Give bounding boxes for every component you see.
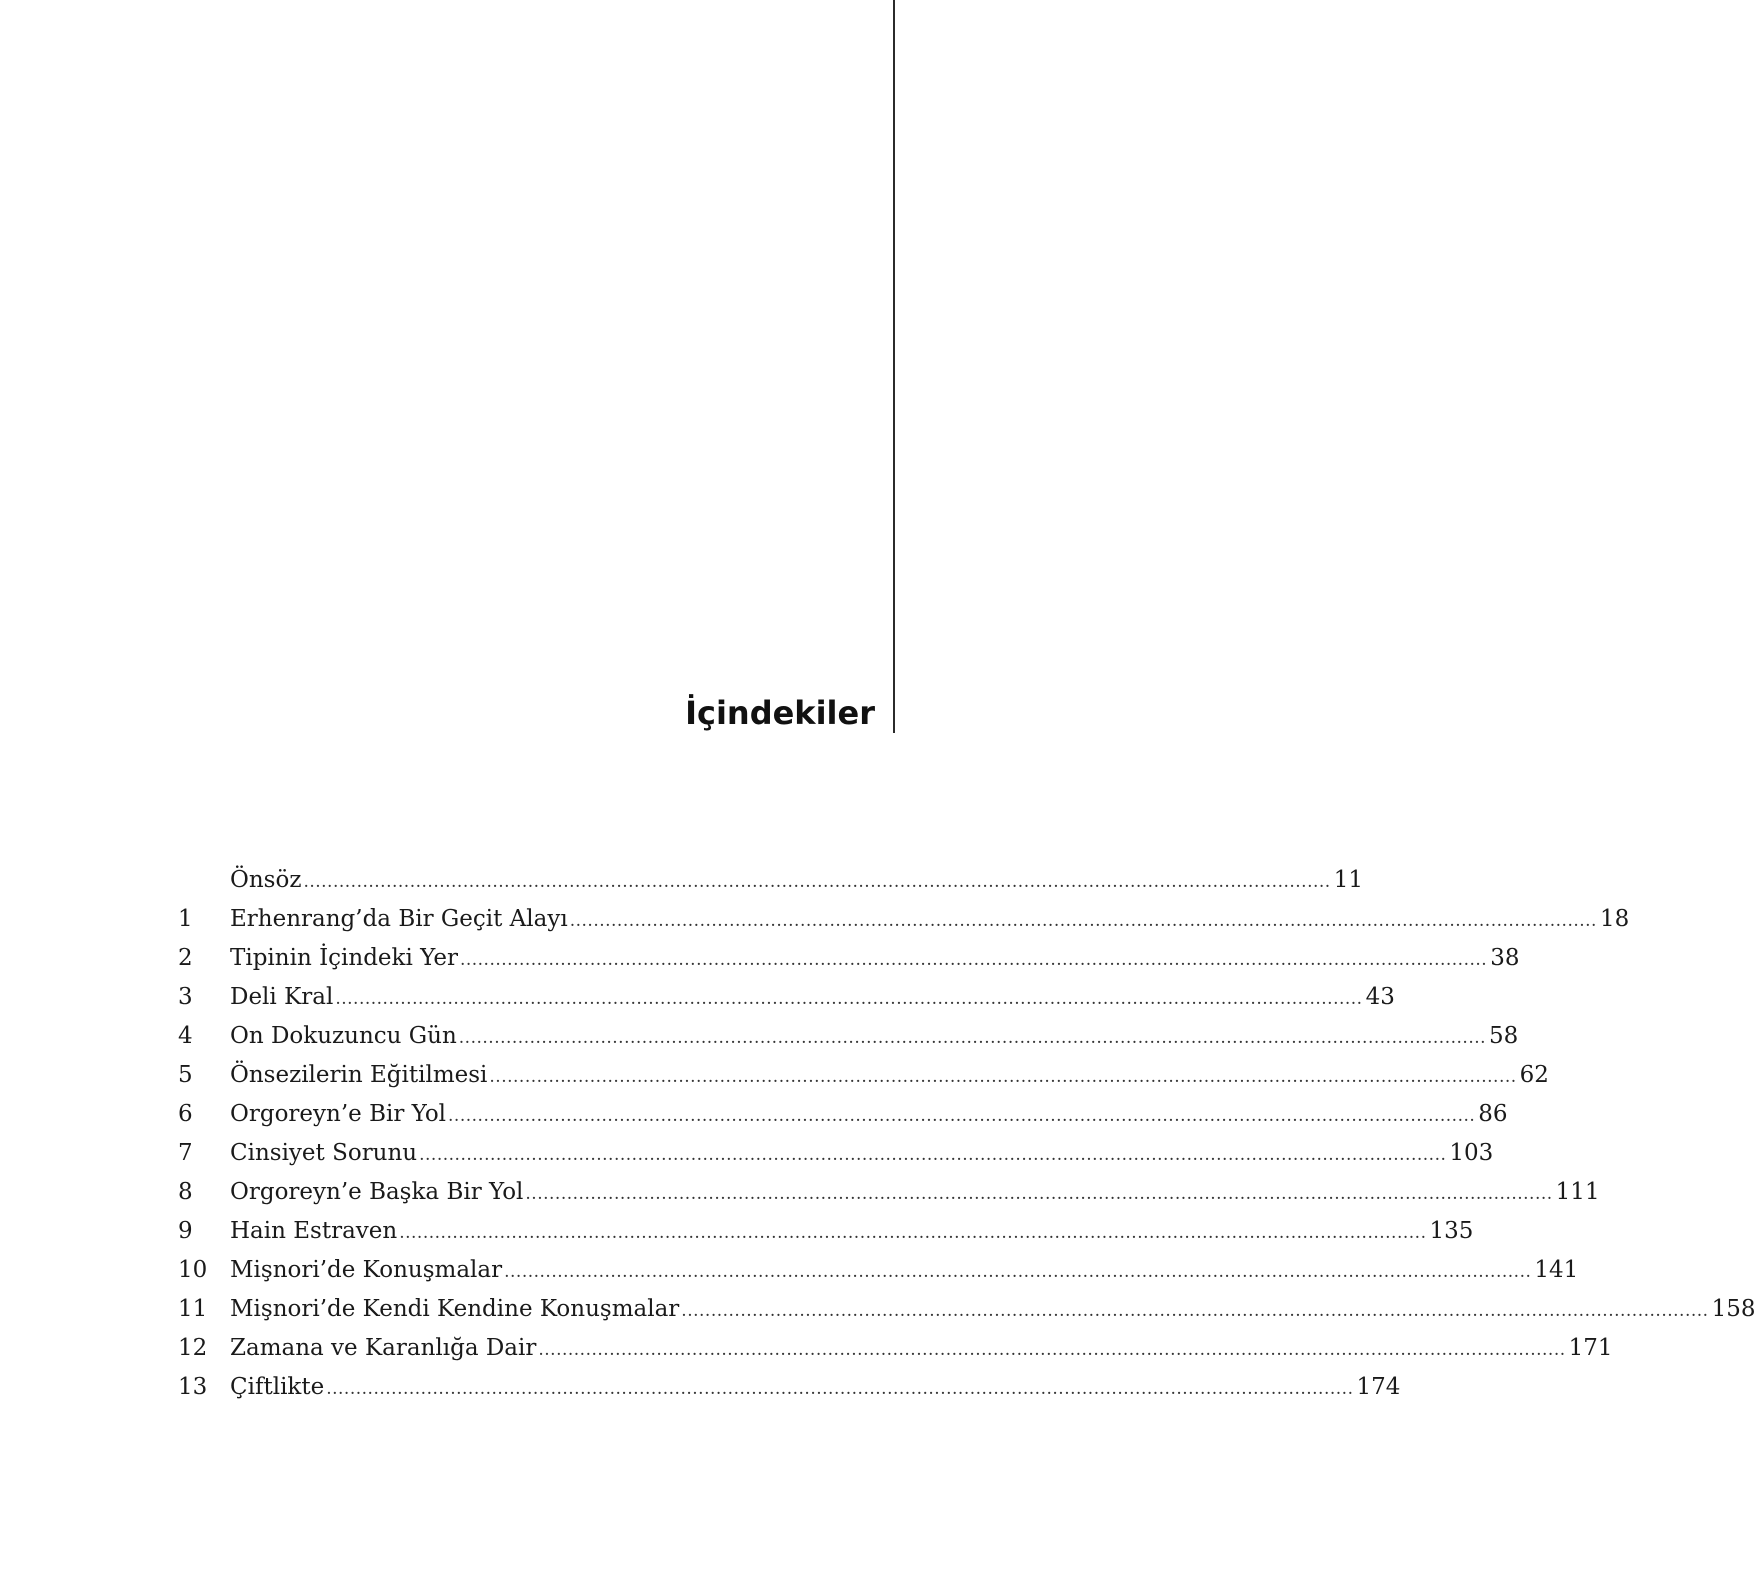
toc-entry-number: 2: [178, 945, 193, 971]
toc-entry-number: 1: [178, 906, 193, 932]
toc-entry-title: Önsezilerin Eğitilmesi: [230, 1062, 488, 1088]
toc-entry-title: Erhenrang’da Bir Geçit Alayı: [230, 906, 568, 932]
toc-entry-number: 6: [178, 1101, 193, 1127]
toc-entry-preface[interactable]: [178, 861, 1363, 900]
toc-dot-leader: ..............................................................................................................................................................................: [489, 1067, 1517, 1087]
toc-entry-page: 38: [1490, 945, 1520, 971]
toc-entry-number: 9: [178, 1218, 193, 1244]
toc-dot-leader: ..............................................................................................................................................................................: [525, 1184, 1553, 1204]
toc-entry-chapter-6[interactable]: [178, 1095, 1508, 1134]
toc-entry-page: 18: [1599, 906, 1630, 932]
toc-entry-page: 11: [1333, 867, 1363, 893]
toc-dot-leader: ..............................................................................................................................................................................: [538, 1340, 1566, 1360]
toc-entry-chapter-4[interactable]: [178, 1017, 1519, 1056]
toc-entry-number: 11: [178, 1296, 208, 1322]
toc-dot-leader: ..............................................................................................................................................................................: [459, 950, 1488, 970]
toc-entry-title: Mişnori’de Konuşmalar: [230, 1257, 503, 1283]
toc-entry-chapter-9[interactable]: [178, 1212, 1474, 1251]
toc-entry-page: 141: [1534, 1257, 1579, 1283]
toc-dot-leader: ..............................................................................................................................................................................: [504, 1262, 1532, 1282]
toc-entry-page: 171: [1568, 1335, 1613, 1361]
toc-entry-title: Önsöz: [230, 867, 302, 893]
toc-entry-number: 10: [178, 1257, 208, 1283]
toc-entry-chapter-2[interactable]: [178, 939, 1520, 978]
toc-entry-title: Orgoreyn’e Bir Yol: [230, 1101, 447, 1127]
toc-entry-page: 62: [1519, 1062, 1549, 1088]
toc-entry-title: Çiftlikte: [230, 1374, 325, 1400]
toc-entry-chapter-13[interactable]: [178, 1368, 1401, 1407]
toc-entry-title: Tipinin İçindeki Yer: [230, 945, 458, 971]
toc-entry-number: 12: [178, 1335, 208, 1361]
toc-dot-leader: ..............................................................................................................................................................................: [326, 1379, 1354, 1399]
toc-entry-title: On Dokuzuncu Gün: [230, 1023, 457, 1049]
toc-dot-leader: ..............................................................................................................................................................................: [303, 872, 1331, 892]
toc-entry-title: Zamana ve Karanlığa Dair: [230, 1335, 537, 1361]
toc-entry-number: 8: [178, 1179, 193, 1205]
toc-entry-title: Cinsiyet Sorunu: [230, 1140, 418, 1166]
toc-dot-leader: ..............................................................................................................................................................................: [681, 1301, 1709, 1321]
toc-entry-page: 58: [1489, 1023, 1519, 1049]
toc-entry-page: 158: [1711, 1296, 1755, 1322]
toc-entry-page: 174: [1356, 1374, 1401, 1400]
toc-dot-leader: ..............................................................................................................................................................................: [448, 1106, 1476, 1126]
toc-entry-chapter-10[interactable]: [178, 1251, 1579, 1290]
toc-entry-chapter-12[interactable]: [178, 1329, 1613, 1368]
toc-entry-title: Deli Kral: [230, 984, 334, 1010]
page-title: İçindekiler: [685, 694, 875, 732]
table-of-contents: [178, 861, 1755, 1407]
toc-dot-leader: ..............................................................................................................................................................................: [569, 911, 1597, 931]
toc-entry-title: Mişnori’de Kendi Kendine Konuşmalar: [230, 1296, 680, 1322]
toc-dot-leader: ..............................................................................................................................................................................: [399, 1223, 1427, 1243]
toc-entry-chapter-3[interactable]: [178, 978, 1395, 1017]
page-edge-rule: [893, 0, 895, 733]
toc-entry-number: 13: [178, 1374, 208, 1400]
toc-entry-chapter-1[interactable]: [178, 900, 1630, 939]
toc-entry-chapter-5[interactable]: [178, 1056, 1549, 1095]
toc-entry-chapter-7[interactable]: [178, 1134, 1494, 1173]
toc-dot-leader: ..............................................................................................................................................................................: [335, 989, 1363, 1009]
toc-entry-title: Hain Estraven: [230, 1218, 398, 1244]
toc-entry-chapter-11[interactable]: [178, 1290, 1755, 1329]
toc-entry-number: 4: [178, 1023, 193, 1049]
toc-entry-title: Orgoreyn’e Başka Bir Yol: [230, 1179, 524, 1205]
toc-entry-chapter-8[interactable]: [178, 1173, 1600, 1212]
toc-entry-page: 135: [1429, 1218, 1474, 1244]
toc-entry-number: 7: [178, 1140, 193, 1166]
toc-entry-page: 86: [1478, 1101, 1508, 1127]
toc-entry-number: 5: [178, 1062, 193, 1088]
toc-entry-page: 103: [1449, 1140, 1494, 1166]
toc-dot-leader: ..............................................................................................................................................................................: [419, 1145, 1447, 1165]
toc-entry-page: 111: [1555, 1179, 1600, 1205]
toc-entry-page: 43: [1365, 984, 1395, 1010]
toc-dot-leader: ..............................................................................................................................................................................: [458, 1028, 1487, 1048]
toc-entry-number: 3: [178, 984, 193, 1010]
